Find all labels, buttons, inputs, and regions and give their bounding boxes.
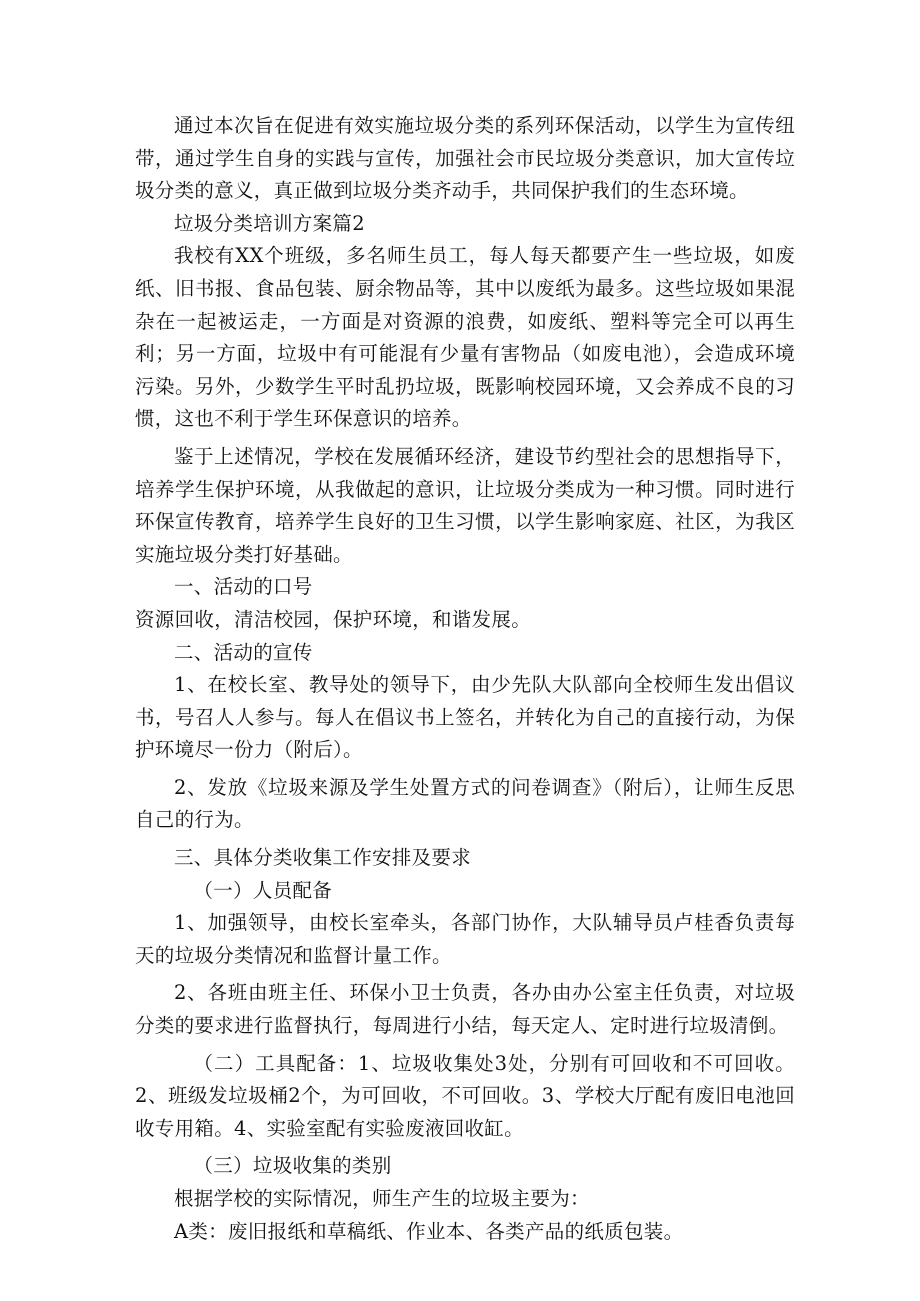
paragraph-categories-intro: 根据学校的实际情况，师生产生的垃圾主要为：	[174, 1187, 590, 1210]
heading-arrangement: 三、具体分类收集工作安排及要求	[174, 846, 472, 870]
paragraph-category-a: A类：废旧报纸和草稿纸、作业本、各类产品的纸质包装。	[174, 1219, 684, 1243]
paragraph-purpose: 鉴于上述情况，学校在发展循环经济，建设节约型社会的思想指导下，培养学生保护环境，从我做起的意识，让垃圾分类成为一种习惯。同时进行环保宣传教育，培养学生良好的卫生习惯，以学生影响家庭、社区，为我区实施垃圾分类打好基础。	[135, 444, 795, 566]
paragraph-staffing-1: 1、加强领导，由校长室牵头，各部门协作，大队辅导员卢桂香负责每天的垃圾分类情况和监督计量工作。	[135, 911, 795, 967]
paragraph-slogan: 资源回收，清洁校园，保护环境，和谐发展。	[135, 607, 532, 631]
paragraph-school-background: 我校有XX个班级，多名师生员工，每人每天都要产生一些垃圾，如废纸、旧书报、食品包装、厨余物品等，其中以废纸为最多。这些垃圾如果混杂在一起被运走，一方面是对资源的浪费，如废纸、塑料等完全可以再生利；另一方面，垃圾中有可能混有少量有害物品（如废电池），会造成环境污染。另外，少数学生平时乱扔垃圾，既影响校园环境，又会养成不良的习惯，这也不利于学生环保意识的培养。	[135, 244, 795, 431]
subheading-staffing: （一）人员配备	[193, 878, 333, 902]
document-body	[135, 110, 795, 1248]
section-title-plan-2: 垃圾分类培训方案篇2	[174, 211, 365, 235]
subheading-categories: （三）垃圾收集的类别	[193, 1154, 392, 1178]
paragraph-tools: （二）工具配备：1、垃圾收集处3处，分别有可回收和不可回收。2、班级发垃圾桶2个，为可回收，不可回收。3、学校大厅配有废旧电池回收专用箱。4、实验室配有实验废液回收缸。	[135, 1051, 795, 1140]
paragraph-publicity-2: 2、发放《垃圾来源及学生处置方式的问卷调查》（附后），让师生反思自己的行为。	[135, 775, 795, 832]
paragraph-intro: 通过本次旨在促进有效实施垃圾分类的系列环保活动，以学生为宣传纽带，通过学生自身的实践与宣传，加强社会市民垃圾分类意识，加大宣传垃圾分类的意义，真正做到垃圾分类齐动手，共同保护我们的生态环境。	[135, 114, 795, 203]
paragraph-staffing-2: 2、各班由班主任、环保小卫士负责，各办由办公室主任负责，对垃圾分类的要求进行监督执行，每周进行小结，每天定人、定时进行垃圾清倒。	[135, 981, 795, 1038]
heading-slogan: 一、活动的口号	[174, 575, 313, 599]
paragraph-publicity-1: 1、在校长室、教导处的领导下，由少先队大队部向全校师生发出倡议书，号召人人参与。每人在倡议书上签名，并转化为自己的直接行动，为保护环境尽一份力（附后）。	[135, 673, 795, 762]
heading-publicity: 二、活动的宣传	[174, 640, 313, 664]
